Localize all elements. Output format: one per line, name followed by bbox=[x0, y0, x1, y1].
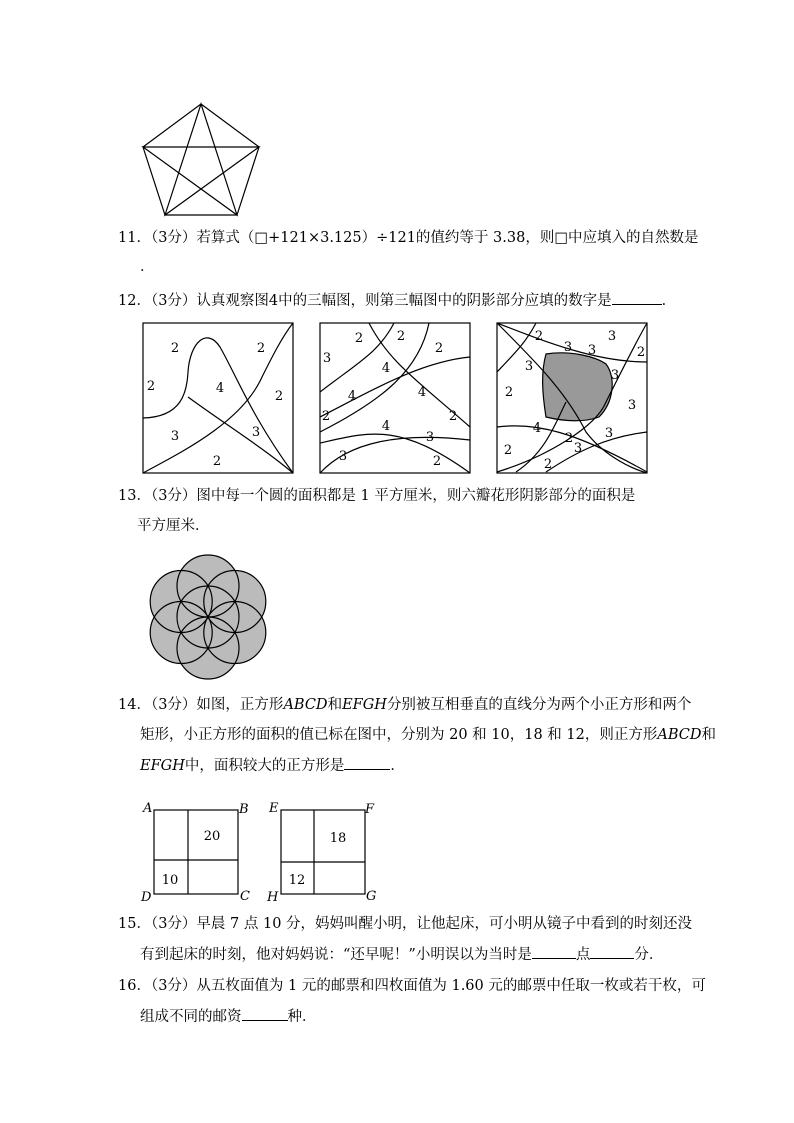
area-label: 20 bbox=[203, 829, 221, 844]
answer-blank[interactable] bbox=[344, 755, 390, 770]
label: 2 bbox=[543, 457, 553, 472]
question-16 bbox=[118, 976, 706, 1026]
label: 2 bbox=[274, 389, 284, 404]
text: 种． bbox=[287, 1009, 317, 1025]
curve-square-figure-2 bbox=[319, 322, 473, 476]
question-14-text: 14．（3分）如图，正方形 bbox=[118, 697, 284, 713]
vertex-d: D bbox=[141, 890, 152, 902]
text: 中，面积较大的正方形是 bbox=[184, 758, 345, 774]
vertex-h: H bbox=[267, 890, 279, 902]
question-11-end: ． bbox=[140, 259, 155, 275]
question-12 bbox=[118, 290, 676, 311]
six-petal-flower-figure bbox=[138, 552, 278, 682]
question-15-text: 15．（3分）早晨 7 点 10 分，妈妈叫醒小明，让他起床，可小明从镜子中看到的时刻还没 bbox=[118, 916, 693, 932]
question-14 bbox=[118, 695, 716, 775]
text: 和 bbox=[701, 727, 716, 743]
area-label: 18 bbox=[329, 831, 347, 846]
vertex-e: E bbox=[269, 801, 279, 816]
label: 4 bbox=[381, 361, 391, 376]
square-efgh-label: EFGH bbox=[342, 697, 387, 713]
text: 组成不同的邮资 bbox=[140, 1009, 242, 1025]
label: 2 bbox=[503, 443, 513, 458]
label: 3 bbox=[563, 340, 573, 355]
label: 2 bbox=[321, 409, 331, 424]
label: 4 bbox=[381, 419, 391, 434]
label: 2 bbox=[636, 345, 646, 360]
label: 2 bbox=[170, 341, 180, 356]
label: 3 bbox=[610, 368, 620, 383]
label: 2 bbox=[256, 341, 266, 356]
label: 3 bbox=[251, 425, 261, 440]
pentagram-figure bbox=[138, 100, 264, 220]
question-11 bbox=[118, 228, 699, 277]
label: 2 bbox=[354, 331, 364, 346]
label: 2 bbox=[448, 409, 458, 424]
text: 矩形，小正方形的面积的值已标在图中，分别为 20 和 10，18 和 12，则正方形 bbox=[140, 727, 658, 743]
label: 2 bbox=[504, 385, 514, 400]
square-abcd-figure bbox=[140, 800, 255, 902]
label: 4 bbox=[215, 381, 225, 396]
label: 2 bbox=[564, 431, 574, 446]
question-11-text: 11．（3分）若算式（□+121×3.125）÷121的值约等于 3.38，则□中应填入的自然数是 bbox=[118, 230, 699, 246]
label: 4 bbox=[417, 385, 427, 400]
label: 4 bbox=[532, 421, 542, 436]
question-12-text: 12．（3分）认真观察图4中的三幅图，则第三幅图中的阴影部分应填的数字是 bbox=[118, 293, 612, 309]
curve-square-figure-3 bbox=[496, 322, 650, 476]
label: 3 bbox=[573, 441, 583, 456]
area-label: 10 bbox=[161, 873, 179, 888]
label: 2 bbox=[212, 454, 222, 469]
text: 分． bbox=[634, 947, 664, 963]
answer-blank[interactable] bbox=[612, 290, 662, 305]
label: 3 bbox=[627, 398, 637, 413]
label: 3 bbox=[524, 359, 534, 374]
vertex-a: A bbox=[143, 801, 153, 816]
label: 2 bbox=[146, 379, 156, 394]
question-13 bbox=[118, 486, 635, 536]
label: 3 bbox=[425, 430, 435, 445]
answer-blank[interactable] bbox=[242, 1006, 288, 1021]
vertex-c: C bbox=[240, 889, 250, 902]
text: 点 bbox=[575, 947, 591, 963]
answer-blank-minute[interactable] bbox=[590, 944, 634, 959]
vertex-b: B bbox=[239, 802, 249, 817]
label: 3 bbox=[338, 449, 348, 464]
square-abcd-label: ABCD bbox=[657, 727, 702, 743]
text: 分别被互相垂直的直线分为两个小正方形和两个 bbox=[386, 697, 692, 713]
vertex-g: G bbox=[366, 889, 377, 902]
label: 2 bbox=[534, 329, 544, 344]
label: 2 bbox=[396, 329, 406, 344]
question-15 bbox=[118, 914, 692, 964]
label: 4 bbox=[347, 389, 357, 404]
area-label: 12 bbox=[288, 873, 306, 888]
question-13-text: 13．（3分）图中每一个圆的面积都是 1 平方厘米，则六瓣花形阴影部分的面积是 bbox=[118, 488, 636, 504]
curve-square-figure-1 bbox=[142, 322, 296, 476]
label: 3 bbox=[587, 343, 597, 358]
text: 和 bbox=[327, 697, 343, 713]
vertex-f: F bbox=[365, 802, 375, 817]
square-abcd-label: ABCD bbox=[283, 697, 328, 713]
square-efgh-label: EFGH bbox=[140, 758, 185, 774]
answer-blank-hour[interactable] bbox=[532, 944, 576, 959]
question-12-end: ． bbox=[661, 293, 677, 309]
label: 3 bbox=[170, 429, 180, 444]
label: 3 bbox=[604, 426, 614, 441]
label: 2 bbox=[434, 341, 444, 356]
text: ． bbox=[390, 758, 405, 774]
question-13-end: 平方厘米． bbox=[137, 518, 210, 534]
text: 有到起床的时刻，他对妈妈说：“还早呢！”小明误以为当时是 bbox=[140, 947, 532, 963]
question-16-text: 16．（3分）从五枚面值为 1 元的邮票和四枚面值为 1.60 元的邮票中任取一枚或若干枚，可 bbox=[118, 978, 706, 994]
label: 3 bbox=[607, 329, 617, 344]
label: 2 bbox=[432, 454, 442, 469]
label: 3 bbox=[322, 351, 332, 366]
square-efgh-figure bbox=[266, 800, 381, 902]
